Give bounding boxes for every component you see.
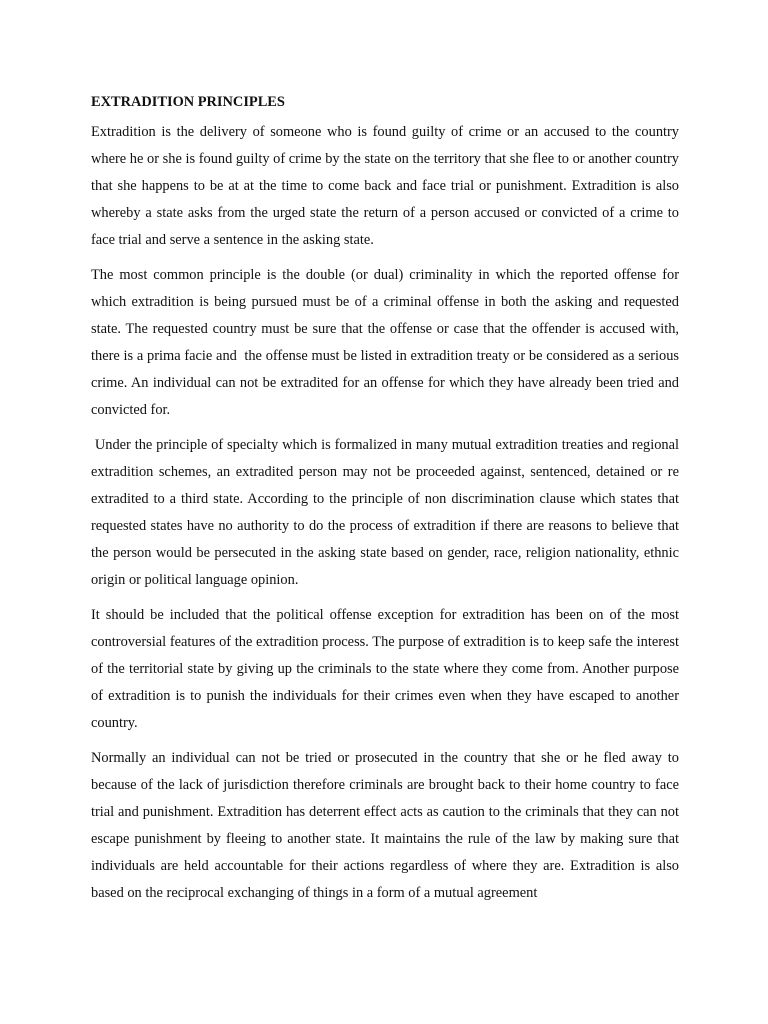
document-body <box>91 93 687 915</box>
paragraph-specialty: Under the principle of specialty which is formalized in many mutual extradition treaties and regional extradition schemes, an extradited person may not be proceeded against, sentenced, detained or re extradited to a third state. According to the principle of non discrimination clause which states that requested states have no authority to do the process of extradition if there are reasons to believe that the person would be persecuted in the asking state based on gender, race, religion nationality, ethnic origin or political language opinion. <box>91 437 687 588</box>
paragraph-dual-criminality: The most common principle is the double (or dual) criminality in which the reported offense for which extradition is being pursued must be of a criminal offense in both the asking and requested state. The requested country must be sure that the offense or case that the offender is accused with, there is a prima facie and the offense must be listed in extradition treaty or be considered as a serious crime. An individual can not be extradited for an offense for which they have already been tried and convicted for. <box>91 267 683 418</box>
paragraph-definition: Extradition is the delivery of someone who is found guilty of crime or an accused to the country where he or she is found guilty of crime by the state on the territory that she flee to or another country that she happens to be at at the time to come back and face trial or punishment. Extradition is also whereby a state asks from the urged state the return of a person accused or convicted of a crime to face trial and serve a sentence in the asking state. <box>91 124 683 248</box>
paragraph-jurisdiction: Normally an individual can not be tried or prosecuted in the country that she or he fled away to because of the lack of jurisdiction therefore criminals are brought back to their home country to face trial and punishment. Extradition has deterrent effect acts as caution to the criminals that they can not escape punishment by fleeing to another state. It maintains the rule of the law by making sure that individuals are held accountable for their actions regardless of where they are. Extradition is also based on the reciprocal exchanging of things in a form of a mutual agreement <box>91 750 683 901</box>
paragraph-political-offense: It should be included that the political offense exception for extradition has been on of the most controversial features of the extradition process. The purpose of extradition is to keep safe the interest of the territorial state by giving up the criminals to the state where they come from. Another purpose of extradition is to punish the individuals for their crimes even when they have escaped to another country. <box>91 607 683 731</box>
document-title: EXTRADITION PRINCIPLES <box>91 94 285 110</box>
